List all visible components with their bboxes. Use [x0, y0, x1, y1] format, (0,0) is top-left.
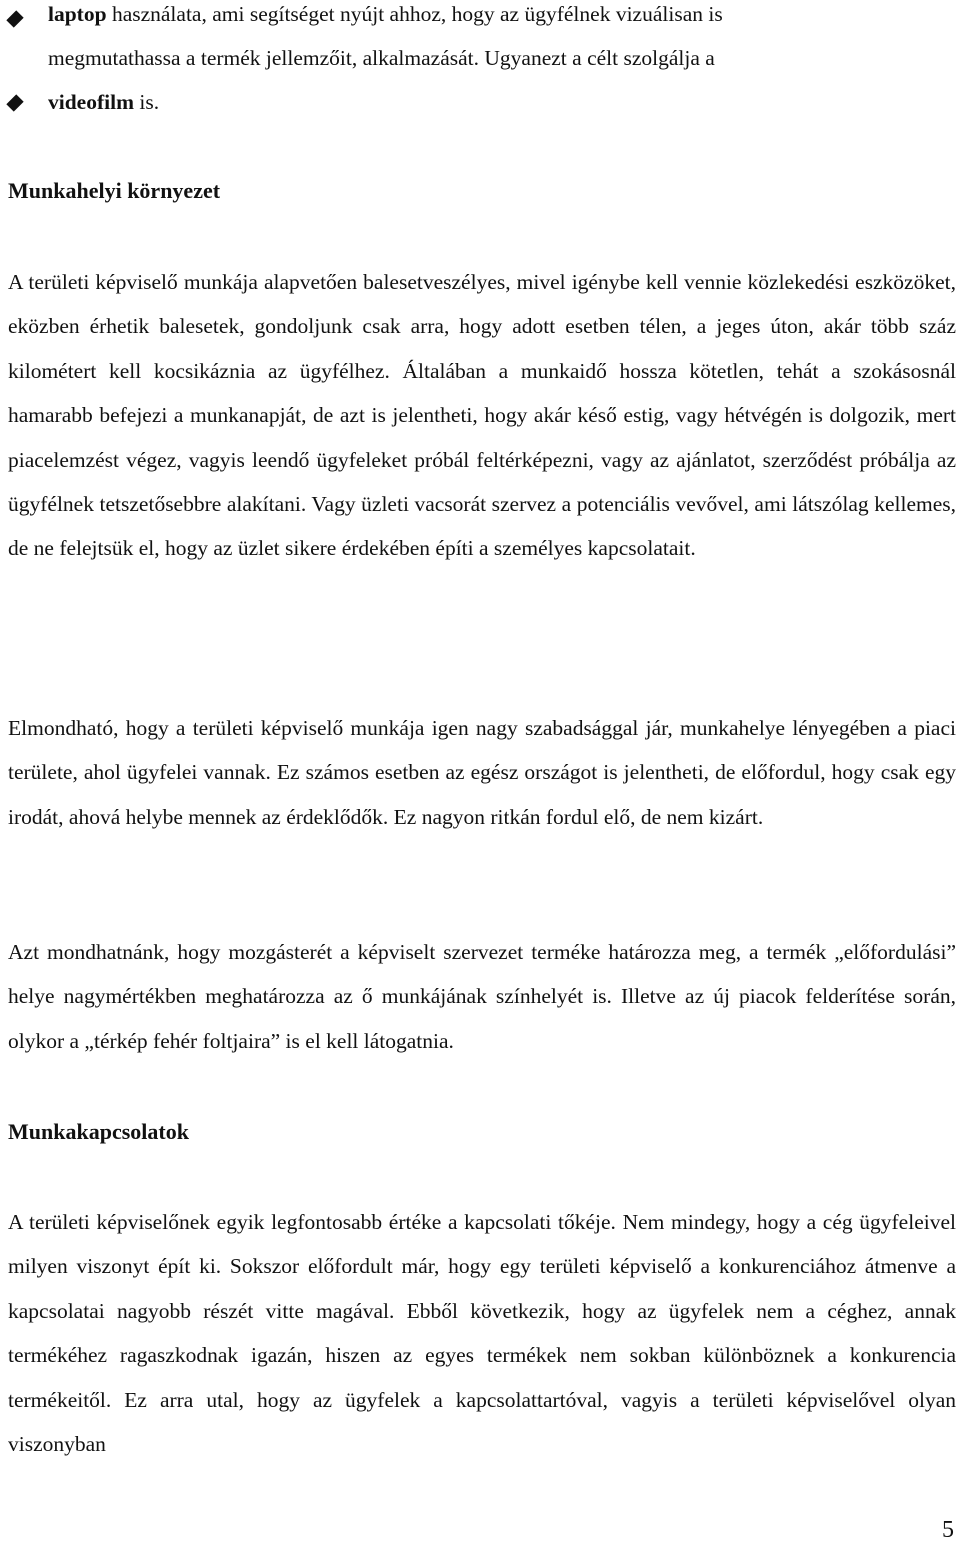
diamond-bullet-icon [6, 10, 23, 27]
bullet-term-laptop: laptop [48, 2, 107, 26]
paragraph-workplace-1: A területi képviselő munkája alapvetően balesetveszélyes, mivel igénybe kell vennie közlekedési eszközöket, eközben érhetik balesetek, gondoljunk csak arra, hogy adott esetben télen, a jeges úton, akár több száz kilométert kell kocsikáznia az ügyfélhez. Általában a munkaidő hossza kötetlen, tehát a szokásosnál hamarabb befejezi a munkanapját, de azt is jelentheti, hogy akár késő estig, vagy hétvégén is dolgozik, mert piacelemzést végez, vagyis leendő ügyfeleket próbál feltérképezni, vagy az ajánlatot, szerződést próbálja az ügyfélnek tetszetősebbre alakítani. Vagy üzleti vacsorát szervez a potenciális vevővel, ami látszólag kellemes, de ne felejtsük el, hogy az üzlet sikere érdekében építi a személyes kapcsolatait. [8, 270, 956, 561]
bullet-term-videofilm: videofilm [48, 90, 134, 114]
page-number: 5 [942, 1517, 954, 1543]
bullet-text-videofilm: is. [134, 90, 160, 114]
bullet-item-laptop [48, 0, 956, 36]
diamond-bullet-icon [6, 94, 23, 111]
paragraph-relationships-1: A területi képviselőnek egyik legfontosabb értéke a kapcsolati tőkéje. Nem mindegy, hogy a cég ügyfeleivel milyen viszonyt épít ki. Sokszor előfordult már, hogy egy területi képviselő a konkurenciához átmenve a kapcsolatai nagyobb részét vitte magával. Ebből következik, hogy az ügyfelek nem a céghez, annak termékéhez ragaszkodnak igazán, hiszen az egyes termékek nem sokban különböznek a konkurencia termékeitől. Ez arra utal, hogy az ügyfelek a kapcsolattartóval, vagyis a területi képviselővel olyan viszonyban [8, 1210, 956, 1457]
paragraph-workplace-3: Azt mondhatnánk, hogy mozgásterét a képviselt szervezet terméke határozza meg, a termék „előfordulási” helye nagymértékben meghatározza az ő munkájának színhelyét is. Illetve az új piacok felderítése során, olykor a „térkép fehér foltjaira” is el kell látogatnia. [8, 940, 956, 1053]
bullet-item-laptop-continuation: megmutathassa a termék jellemzőit, alkalmazását. Ugyanezt a célt szolgálja a [48, 46, 715, 70]
paragraph-workplace-2: Elmondható, hogy a területi képviselő munkája igen nagy szabadsággal jár, munkahelye lényegében a piaci területe, ahol ügyfelei vannak. Ez számos esetben az egész országot is jelentheti, de előfordul, hogy csak egy irodát, ahová helybe mennek az érdeklődők. Ez nagyon ritkán fordul elő, de nem kizárt. [8, 716, 956, 829]
bullet-text-laptop: használata, ami segítséget nyújt ahhoz, hogy az ügyfélnek vizuálisan is [106, 2, 723, 26]
section-heading-munkakapcsolatok: Munkakapcsolatok [8, 1119, 189, 1144]
section-heading-munkahelyi-kornyezet: Munkahelyi környezet [8, 178, 221, 203]
bullet-item-videofilm [48, 80, 956, 124]
